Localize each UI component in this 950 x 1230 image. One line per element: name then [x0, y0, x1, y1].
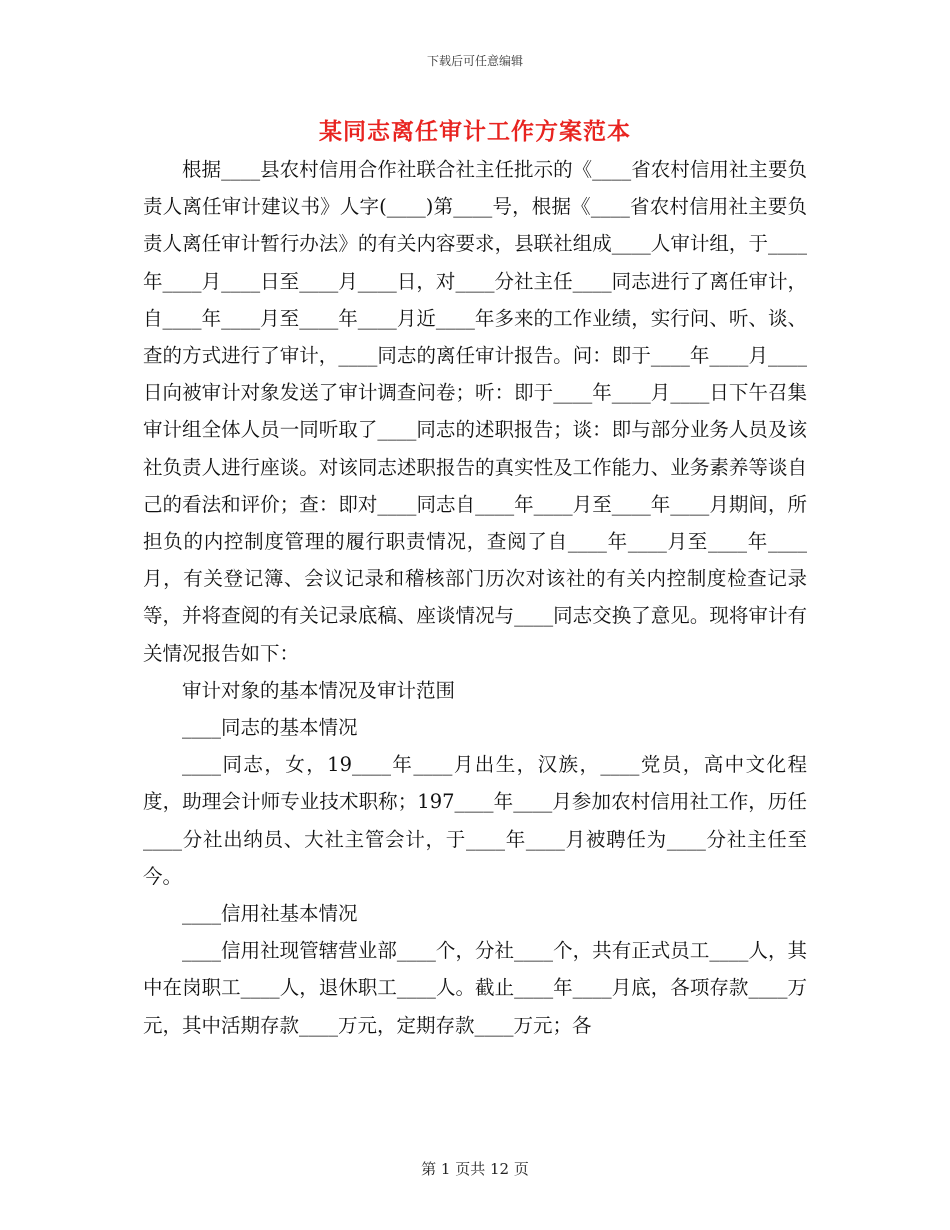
subsection-heading-basic-info: ____同志的基本情况: [182, 716, 358, 740]
body-paragraph-profile: ____同志，女，19____年____月出生，汉族，____党员，高中文化程度，助理会计师专业技术职称；197____年____月参加农村信用社工作，历任____分社出纳员、大社主管会计，于____年____月被聘任为____分社主任至今。: [143, 753, 807, 888]
page-number: 第 1 页共 12 页: [421, 1160, 529, 1178]
header-note: 下载后可任意编辑: [426, 54, 523, 68]
document-title: 某同志离任审计工作方案范本: [319, 118, 631, 145]
document-body: [143, 151, 807, 1044]
body-paragraph-intro: 根据____县农村信用合作社联合社主任批示的《____省农村信用社主要负责人离任审计建议书》人字(____)第____号，根据《____省农村信用社主要负责人离任审计暂行办法》的有关内容要求，县联社组成____人审计组，于____年____月____日至____月____日，对____分社主任____同志进行了离任审计，自____年____月至____年____月近____年多来的工作业绩，实行问、听、谈、查的方式进行了审计，____同志的离任审计报告。问：即于____年____月____日向被审计对象发送了审计调查问卷；听：即于____年____月____日下午召集审计组全体人员一同听取了____同志的述职报告；谈：即与部分业务人员及该社负责人进行座谈。对该同志述职报告的真实性及工作能力、业务素养等谈自己的看法和评价；查：即对____同志自____年____月至____年____月期间，所担负的内控制度管理的履行职责情况，查阅了自____年____月至____年____月，有关登记簿、会议记录和稽核部门历次对该社的有关内控制度检查记录等，并将查阅的有关记录底稿、座谈情况与____同志交换了意见。现将审计有关情况报告如下：: [143, 158, 807, 665]
section-heading-audit-scope: 审计对象的基本情况及审计范围: [182, 678, 456, 702]
subsection-heading-credit-union: ____信用社基本情况: [182, 902, 358, 926]
body-paragraph-credit-union: ____信用社现管辖营业部____个，分社____个，共有正式员工____人，其中在岗职工____人，退休职工____人。截止____年____月底，各项存款____万元，其中活期存款____万元，定期存款____万元；各: [143, 939, 807, 1037]
